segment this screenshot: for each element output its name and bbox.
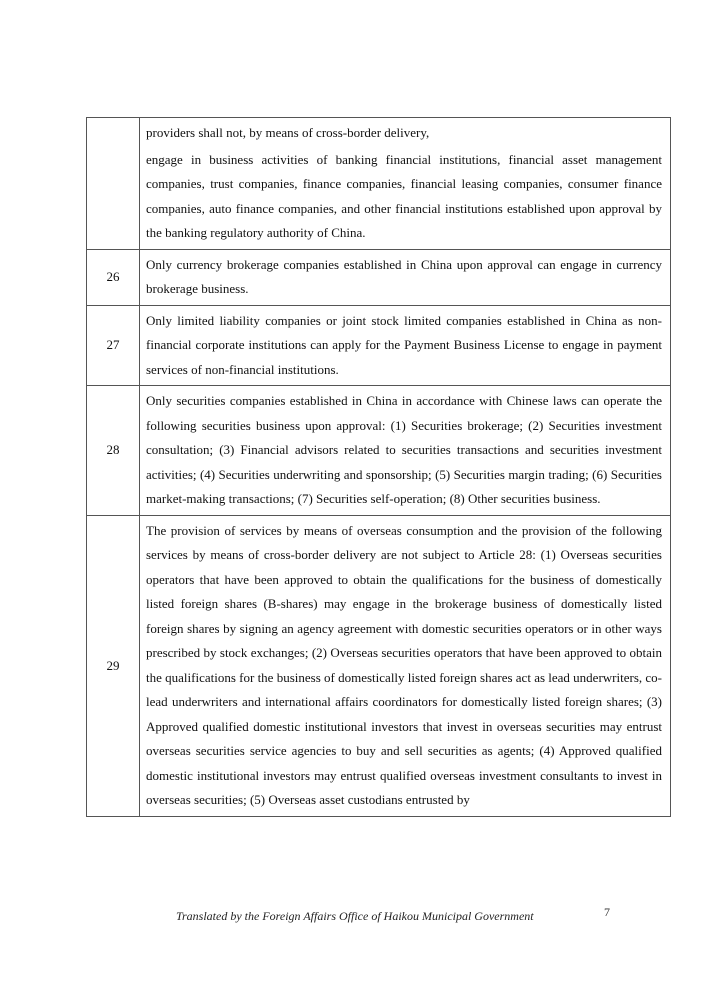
paragraph: engage in business activities of banking financial institutions, financial asset management companies, trust companies, finance companies, financial leasing companies, consumer finance companies, auto finance companies, and other financial institutions established upon approval by the banking regulatory authority of China. (146, 151, 662, 240)
paragraph: providers shall not, by means of cross-border delivery, (146, 125, 430, 140)
paragraph: Only securities companies established in China in accordance with Chinese laws can operate the following securities business upon approval: (1) Securities brokerage; (2) Securities investment consultation; (3) Financial advisors related to securities transactions and securities investment activities; (4) Securities underwriting and sponsorship; (5) Securities margin trading; (6) Securities market-making transactions; (7) Securities self-operation; (8) Other securities business. (146, 393, 662, 506)
footer-attribution: Translated by the Foreign Affairs Office of Haikou Municipal Government (176, 909, 534, 923)
row-number: 28 (87, 386, 140, 516)
regulation-table (86, 117, 671, 817)
row-text (140, 118, 671, 250)
row-text (140, 386, 671, 516)
table-row (87, 515, 671, 816)
table-row (87, 118, 671, 250)
paragraph: The provision of services by means of overseas consumption and the provision of the following services by means of cross-border delivery are not subject to Article 28: (1) Overseas securities operators that have been approved to obtain the qualifications for the business of domestically listed foreign shares (B-shares) may engage in the brokerage business of domestically listed foreign shares by signing an agency agreement with domestic securities operators or in other ways prescribed by stock exchanges; (2) Overseas securities operators that have been approved to obtain the qualifications for the business of domestically listed foreign shares act as lead underwriters, co-lead underwriters and international affairs coordinators for domestically listed foreign shares; (3) Approved qualified domestic institutional investors that invest in overseas securities may entrust overseas securities service agencies to buy and sell securities as agents; (4) Approved qualified domestic institutional investors may entrust qualified overseas investment consultants to invest in overseas securities; (5) Overseas asset custodians entrusted by (146, 522, 662, 807)
table-row (87, 386, 671, 516)
row-number (87, 118, 140, 250)
row-number: 29 (87, 515, 140, 816)
row-text (140, 305, 671, 386)
table-row (87, 249, 671, 305)
paragraph: Only limited liability companies or joint stock limited companies established in China as non-financial corporate institutions can apply for the Payment Business License to engage in payment services of non-financial institutions. (146, 312, 662, 377)
row-number: 27 (87, 305, 140, 386)
table-row (87, 305, 671, 386)
paragraph: Only currency brokerage companies established in China upon approval can engage in currency brokerage business. (146, 256, 662, 296)
row-text (140, 249, 671, 305)
page-number: 7 (604, 905, 610, 919)
row-text (140, 515, 671, 816)
row-number: 26 (87, 249, 140, 305)
page-footer (0, 905, 708, 929)
